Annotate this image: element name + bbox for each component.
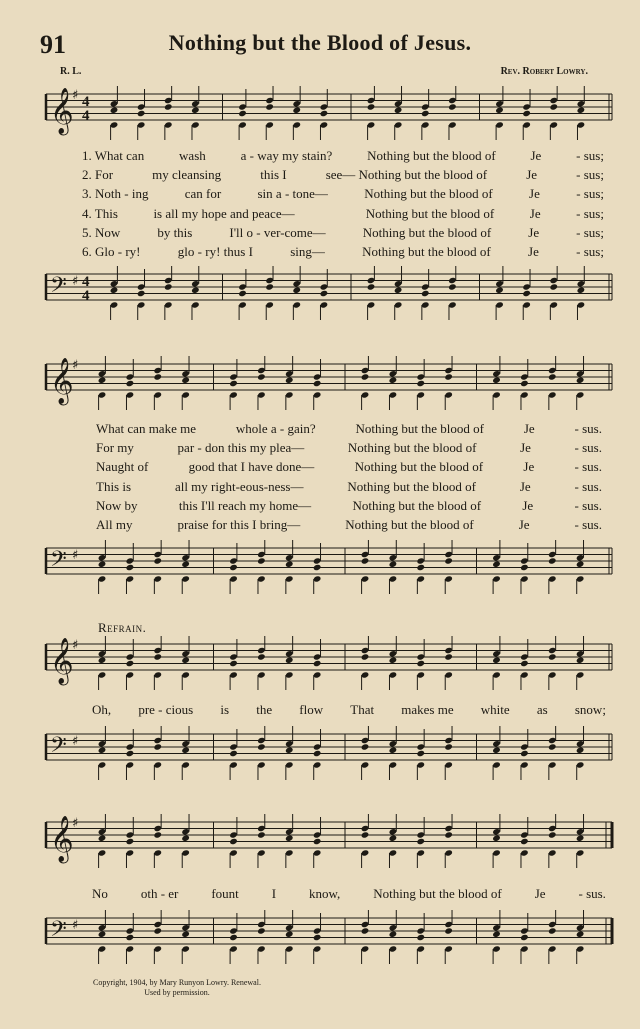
lyric-segment: Nothing but the blood of (347, 440, 477, 456)
note-head (181, 747, 190, 754)
treble-clef-icon: 𝄞 (50, 638, 74, 684)
bass-staff (0, 910, 640, 970)
note-head (98, 835, 107, 842)
lyric-segment: No (92, 886, 108, 901)
permission-line: Used by permission. (144, 988, 210, 997)
note-head (98, 657, 107, 664)
lyric-segment: Now by (96, 497, 138, 513)
lyric-segment: - sus. (574, 478, 602, 494)
note-head (361, 373, 370, 380)
note-head (265, 103, 274, 110)
lyric-segment: - sus; (576, 224, 604, 240)
note-head (495, 107, 504, 114)
note-head (285, 835, 294, 842)
lyric-line (92, 886, 606, 902)
note-head (549, 283, 558, 290)
note-head (416, 380, 425, 387)
note-head (389, 931, 398, 938)
bass-clef-icon: 𝄢 (50, 733, 67, 763)
lyric-line (96, 517, 602, 533)
note-head (313, 660, 322, 667)
lyric-segment: know, (308, 886, 341, 901)
note-head (444, 927, 453, 934)
lyric-segment: the (256, 702, 273, 717)
music-credit: Rev. Robert Lowry. (500, 66, 588, 77)
lyric-line (92, 702, 606, 718)
lyric-segment: 1. What can (82, 148, 145, 163)
note-head (576, 377, 585, 384)
note-head (444, 557, 453, 564)
copyright-notice (72, 978, 282, 998)
note-head (548, 831, 557, 838)
lyric-segment: par - don this my plea— (177, 440, 305, 456)
note-head (110, 287, 119, 294)
note-head (492, 657, 501, 664)
lyric-segment: by this (157, 224, 193, 240)
copyright-line: Copyright, 1904, by Mary Runyon Lowry. Renewal. (93, 978, 261, 987)
note-head (238, 110, 247, 117)
lyric-segment: This is (96, 478, 132, 494)
note-head (285, 377, 294, 384)
bass-clef-icon: 𝄢 (50, 547, 67, 577)
note-head (126, 750, 135, 757)
lyric-segment: this I (260, 167, 287, 183)
note-head (110, 107, 119, 114)
note-head (394, 287, 403, 294)
lyric-segment: - sus; (576, 167, 604, 183)
lyric-segment: I'll o - ver-come— (229, 224, 326, 240)
note-head (444, 373, 453, 380)
note-head (548, 373, 557, 380)
note-head (394, 107, 403, 114)
lyric-segment: Nothing but the blood of (352, 497, 482, 513)
note-head (229, 660, 238, 667)
note-head (313, 380, 322, 387)
lyric-segment: praise for this I bring— (177, 517, 301, 532)
lyric-line (96, 440, 602, 456)
bass-clef-icon: 𝄢 (50, 273, 67, 303)
lyric-segment: - sus. (574, 517, 602, 532)
lyric-segment: All my (96, 517, 133, 532)
note-head (181, 377, 190, 384)
note-head (126, 660, 135, 667)
sharp-icon: ♯ (72, 358, 79, 373)
note-head (181, 931, 190, 938)
lyric-segment: white (480, 702, 510, 717)
time-signature-top: 4 (82, 94, 90, 110)
note-head (153, 927, 162, 934)
note-head (292, 287, 301, 294)
lyric-segment: good that I have done— (188, 459, 315, 475)
sharp-icon: ♯ (72, 638, 79, 653)
treble-clef-icon: 𝄞 (50, 358, 74, 404)
note-head (448, 283, 457, 290)
note-head (320, 290, 329, 297)
sharp-icon: ♯ (72, 816, 79, 831)
lyric-segment: Nothing but the blood of (364, 186, 493, 202)
refrain-label: Refrain. (98, 620, 147, 635)
note-head (361, 653, 370, 660)
note-head (229, 838, 238, 845)
sharp-icon: ♯ (72, 918, 79, 933)
hymn-number: 91 (40, 30, 66, 59)
lyric-segment: see— Nothing but the blood of (325, 167, 488, 183)
lyric-segment: Nothing but the blood of (362, 244, 491, 259)
note-head (492, 561, 501, 568)
note-head (292, 107, 301, 114)
lyric-segment: Naught of (96, 459, 149, 475)
lyric-segment: 3. Noth - ing (82, 186, 149, 202)
lyric-segment: 4. This (82, 205, 118, 221)
lyric-segment: fount (211, 886, 239, 901)
note-head (229, 564, 238, 571)
note-head (416, 838, 425, 845)
note-head (191, 287, 200, 294)
treble-clef-icon: 𝄞 (50, 816, 74, 862)
lyric-segment: this I'll reach my home— (178, 497, 312, 513)
lyric-segment: 5. Now (82, 224, 121, 240)
note-head (126, 564, 135, 571)
note-head (576, 657, 585, 664)
lyric-segment: whole a - gain? (235, 421, 316, 436)
note-head (98, 931, 107, 938)
note-head (367, 283, 376, 290)
lyric-line (82, 244, 604, 260)
note-head (548, 653, 557, 660)
lyric-segment: Nothing but the blood of (365, 205, 495, 221)
lyric-segment: - sus; (576, 186, 604, 202)
note-head (492, 835, 501, 842)
sharp-icon: ♯ (72, 274, 79, 289)
note-head (416, 750, 425, 757)
lyric-segment: glo - ry! thus I (177, 244, 253, 259)
note-head (257, 557, 266, 564)
lyric-segment: - sus; (576, 148, 604, 163)
note-head (548, 927, 557, 934)
note-head (495, 287, 504, 294)
note-head (229, 750, 238, 757)
lyric-segment: I (271, 886, 277, 901)
lyric-segment: Je (529, 205, 541, 221)
note-head (285, 931, 294, 938)
lyric-segment: snow; (574, 702, 606, 717)
lyric-line (96, 479, 602, 495)
note-head (164, 103, 173, 110)
lyric-segment: - sus. (574, 421, 602, 436)
lyric-segment: Nothing but the blood of (355, 421, 484, 436)
note-head (153, 373, 162, 380)
note-head (520, 934, 529, 941)
note-head (492, 377, 501, 384)
note-head (265, 283, 274, 290)
note-head (229, 380, 238, 387)
lyric-segment: Je (523, 459, 535, 475)
note-head (126, 380, 135, 387)
note-head (492, 931, 501, 938)
note-head (153, 557, 162, 564)
note-head (238, 290, 247, 297)
lyric-segment: a - way my stain? (240, 148, 333, 163)
lyric-segment: - sus; (576, 205, 604, 221)
note-head (257, 831, 266, 838)
lyric-line (82, 148, 604, 164)
note-head (549, 103, 558, 110)
note-head (313, 934, 322, 941)
note-head (164, 283, 173, 290)
note-head (576, 561, 585, 568)
note-head (181, 657, 190, 664)
lyric-segment: - sus. (574, 459, 602, 475)
lyric-segment: 6. Glo - ry! (82, 244, 141, 259)
note-head (257, 653, 266, 660)
bass-staff (0, 726, 640, 786)
sharp-icon: ♯ (72, 734, 79, 749)
note-head (389, 561, 398, 568)
bass-staff (0, 540, 640, 600)
lyric-segment: Nothing but the blood of (362, 224, 492, 240)
note-head (522, 110, 531, 117)
note-head (576, 747, 585, 754)
time-signature-top: 4 (82, 274, 90, 290)
lyric-segment: 2. For (82, 167, 114, 183)
lyric-segment: What can make me (96, 421, 196, 436)
lyric-segment: Nothing but the blood of (354, 459, 484, 475)
note-head (389, 377, 398, 384)
lyric-segment: - sus. (574, 497, 602, 513)
lyric-segment: Nothing but the blood of (373, 886, 502, 901)
lyric-line (96, 421, 602, 437)
lyric-segment: flow (299, 702, 324, 717)
treble-clef-icon: 𝄞 (50, 88, 74, 134)
lyric-segment: - sus. (578, 886, 606, 901)
lyric-segment: oth - er (140, 886, 179, 901)
sharp-icon: ♯ (72, 548, 79, 563)
note-head (416, 934, 425, 941)
lyric-segment: Je (520, 440, 531, 456)
note-head (320, 110, 329, 117)
note-head (285, 657, 294, 664)
note-head (448, 103, 457, 110)
lyric-segment: Je (518, 517, 530, 532)
note-head (181, 561, 190, 568)
note-head (520, 838, 529, 845)
lyric-segment: sin a - tone— (257, 186, 328, 202)
note-head (389, 747, 398, 754)
note-head (361, 927, 370, 934)
lyric-segment: Je (530, 148, 542, 163)
lyric-segment: Nothing but the blood of (367, 148, 496, 163)
lyric-segment: my cleansing (152, 167, 222, 183)
lyric-segment: Oh, (92, 702, 112, 717)
note-head (389, 835, 398, 842)
note-head (389, 657, 398, 664)
note-head (313, 750, 322, 757)
note-head (126, 838, 135, 845)
note-head (98, 561, 107, 568)
note-head (126, 934, 135, 941)
lyric-segment: Je (526, 167, 538, 183)
note-head (153, 743, 162, 750)
bass-staff (0, 266, 640, 326)
note-head (416, 564, 425, 571)
note-head (520, 660, 529, 667)
treble-staff (0, 636, 640, 696)
note-head (576, 931, 585, 938)
lyric-segment: Nothing but the blood of (345, 517, 474, 532)
lyric-segment: Je (523, 421, 535, 436)
lyric-segment: as (536, 702, 548, 717)
lyric-segment: wash (179, 148, 206, 163)
lyric-segment: all my right-eous-ness— (174, 478, 304, 494)
note-head (577, 287, 586, 294)
lyric-segment: Je (522, 497, 534, 513)
words-credit: R. L. (60, 66, 82, 77)
lyric-segment: Je (528, 244, 539, 259)
lyric-segment: - sus; (576, 244, 604, 259)
note-head (361, 831, 370, 838)
lyric-line (82, 225, 604, 241)
lyric-segment: makes me (401, 702, 454, 717)
lyric-line (96, 498, 602, 514)
time-signature-bottom: 4 (82, 108, 90, 124)
lyric-line (96, 459, 602, 475)
note-head (421, 290, 430, 297)
note-head (181, 835, 190, 842)
note-head (520, 380, 529, 387)
treble-staff (0, 814, 640, 874)
note-head (444, 831, 453, 838)
lyric-line (82, 186, 604, 202)
note-head (520, 750, 529, 757)
lyric-segment: is (220, 702, 230, 717)
note-head (548, 743, 557, 750)
treble-staff (0, 86, 640, 146)
note-head (416, 660, 425, 667)
note-head (548, 557, 557, 564)
lyric-segment: sing— (290, 244, 325, 259)
note-head (153, 653, 162, 660)
note-head (313, 564, 322, 571)
note-head (137, 290, 146, 297)
note-head (444, 743, 453, 750)
note-head (367, 103, 376, 110)
lyric-segment: Nothing but the blood of (347, 478, 476, 494)
note-head (444, 653, 453, 660)
note-head (313, 838, 322, 845)
lyric-segment: pre - cious (138, 702, 194, 717)
note-head (137, 110, 146, 117)
lyric-segment: For my (96, 440, 134, 456)
hymn-title: Nothing but the Blood of Jesus. (168, 30, 472, 55)
note-head (257, 927, 266, 934)
note-head (285, 747, 294, 754)
lyric-segment: is all my hope and peace— (153, 205, 295, 221)
lyric-segment: can for (184, 186, 222, 202)
lyric-line (82, 167, 604, 183)
lyric-segment: - sus. (574, 440, 602, 456)
sharp-icon: ♯ (72, 88, 79, 103)
note-head (98, 747, 107, 754)
lyric-line (82, 206, 604, 222)
note-head (421, 110, 430, 117)
lyric-segment: That (350, 702, 375, 717)
treble-staff (0, 356, 640, 416)
note-head (229, 934, 238, 941)
lyric-segment: Je (528, 224, 540, 240)
note-head (522, 290, 531, 297)
lyric-segment: Je (519, 478, 531, 494)
note-head (285, 561, 294, 568)
note-head (520, 564, 529, 571)
note-head (361, 557, 370, 564)
note-head (257, 373, 266, 380)
note-head (492, 747, 501, 754)
time-signature-bottom: 4 (82, 288, 90, 304)
lyric-segment: Je (534, 886, 546, 901)
note-head (577, 107, 586, 114)
note-head (153, 831, 162, 838)
note-head (576, 835, 585, 842)
note-head (361, 743, 370, 750)
lyric-segment: Je (529, 186, 540, 202)
note-head (257, 743, 266, 750)
bass-clef-icon: 𝄢 (50, 917, 67, 947)
note-head (98, 377, 107, 384)
note-head (191, 107, 200, 114)
